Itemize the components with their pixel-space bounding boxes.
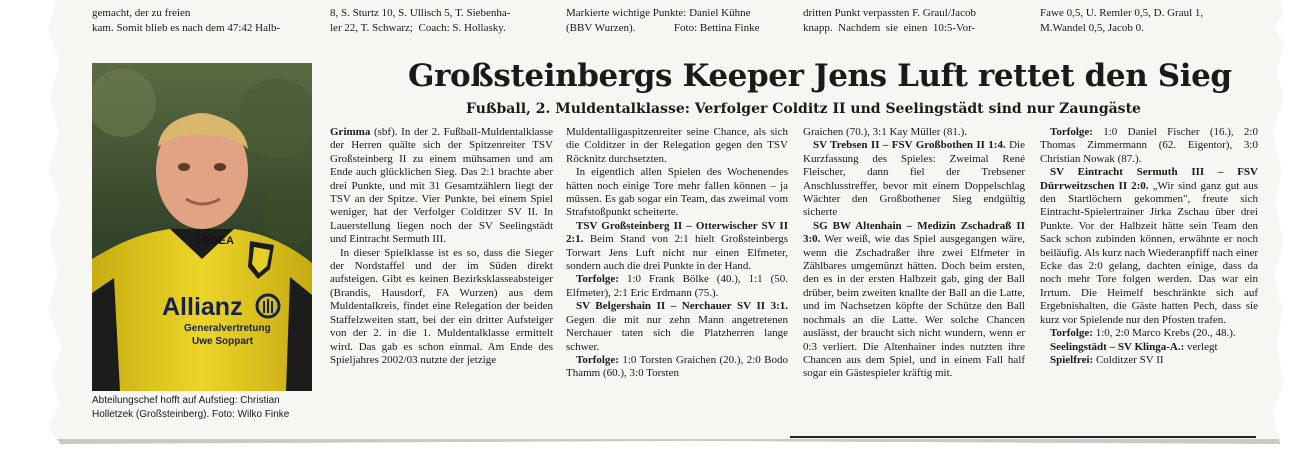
jersey-line1-text: Generalvertretung [184,323,271,334]
player-photo [92,63,312,391]
paragraph: Grimma (sbf). In der 2. Fußball-Muldentalklasse der Herren quälte sich der Spitzenreiter TSV Großsteinberg II zu einem mühsamen und am Ende auch glücklichen Sieg. Das 2:1 brachte aber drei Punkte, und mit 31 Gesamtzählern liegt der TSV an der Spitze. Vier Punkte, bei einem Spiel weniger, hat der Verfolger Colditzer SV II. In Lauerstellung liegen noch der SV Seelingstädt und Eintracht Sermuth III. [330,126,553,246]
column-rule [790,436,1256,438]
paragraph: In eigentlich allen Spielen des Wochenendes hätten noch einige Tore mehr fallen können – ja müssen. Es gab sogar ein Team, das zweimal vom Strafstoßpunkt scheiterte. [566,166,788,219]
player-portrait-illustration [92,63,312,391]
top-fragment-col3: Markierte wichtige Punkte: Daniel Kühne (BBV Wurzen). Foto: Bettina Finke [566,7,760,34]
article-headline: Großsteinbergs Keeper Jens Luft rettet den Sieg [408,58,1232,94]
paragraph: Muldentalligaspitzenreiter seine Chance, als sich die Colditzer in der Relegation gegen den TSV Röcknitz durchsetzten. [566,126,788,165]
match-report: Spielfrei: Colditzer SV II [1050,353,1164,366]
article-subheadline: Fußball, 2. Muldentalklasse: Verfolger Colditz II und Seelingstädt sind nur Zaungäste [466,101,1141,117]
match-report: TSV Großsteinberg II – Otterwischer SV II 2:1. Beim Stand von 2:1 hielt Großsteinbergs Torwart Jens Luft nicht nur einen Elfmeter, sondern auch die drei Punkte in der Hand. [566,219,788,273]
match-report: SV Eintracht Sermuth III – FSV Dürrweitzschen II 2:0. „Wir sind ganz gut aus den Startlöchern gekommen", freute sich Eintracht-Spielertrainer Jirka Zschau über drei Punkte. Vor der Halbzeit hätte sein Team den Sack schon zubinden können, erwähnte er noch beiläufig. Als kurz nach Wiederanpfiff nach einer Ecke das 2:0 gelang, dachten einige, dass da noch mehr Tore folgen werden. Das war ein Irrtum. Die Heimelf beschränkte sich auf Ergebnishalten, die Gäste hatten Pech, dass sie kurz vor Spielende nur den Pfosten trafen. [1040,166,1258,326]
top-fragment-col2: 8, S. Sturtz 10, S. Ullisch 5, T. Siebenha- ler 22, T. Schwarz; Coach: S. Hollasky. [330,7,511,34]
article-column-2 [566,126,788,381]
article-column-1 [330,126,553,367]
match-report: SV Trebsen II – FSV Großbothen II 1:4. Die Kurzfassung des Spieles: Zweimal René Fleischer, dann fiel der Trebsener Anschlusstreffer, bevor mit einem Doppelschlag Wächter den Großbothener Sieg endgültig sicherte [803,139,1025,219]
goal-sequence: Torfolge: 1:0 Frank Bölke (40.), 1:1 (50. Elfmeter), 2:1 Eric Erdmann (75.). [566,273,788,299]
top-fragment-col5: Fawe 0,5, U. Remler 0,5, D. Graul 1, M.Wandel 0,5, Jacob 0. [1040,7,1204,34]
jersey-sponsor-text: Allianz [162,293,243,321]
match-report: SG BW Altenhain – Medizin Zschadraß II 3:0. Wer weiß, wie das Spiel ausgegangen wäre, wenn die Zschadraßer ihre zwei Elfmeter in Zählbares umgemünzt hätten. Doch beim ersten, den es in der ersten Halbzeit gab, ging der Ball drüber, beim zweiten knallte der Ball an die Latte, und im Nachsetzen köpfte der Schütze den Ball nochmals an die Latte. Wer solche Chancen auslässt, der braucht sich nicht wundern, wenn er 0:3 verliert. Die Altenhainer indes nutzten ihre Chancen aus dem Spiel, und in einem Fall half sogar ein Gästespieler kräftig mit. [803,219,1025,380]
match-report: Seelingstädt – SV Klinga-A.: verlegt [1050,340,1218,353]
match-report: SV Belgershain II – Nerchauer SV II 3:1. Gegen die mit nur zehn Mann angetretenen Nerchauer taten sich die Platzherren lange schwer. [566,300,788,353]
dateline: Grimma [330,126,371,138]
article-column-3 [803,126,1025,381]
article-column-4 [1040,126,1258,367]
goal-sequence: Torfolge: 1:0 Torsten Graichen (20.), 2:0 Bodo Thamm (60.), 3:0 Torsten [566,353,788,380]
top-fragment-col4: dritten Punkt verpassten F. Graul/Jacob knapp. Nachdem sie einen 10:5-Vor- [803,7,976,34]
paragraph: Graichen (70.), 3:1 Kay Müller (81.). [803,126,968,138]
goal-sequence: Torfolge: 1:0 Daniel Fischer (16.), 2:0 Thomas Zimmermann (62. Eigentor), 3:0 Christian Nowak (87.). [1040,126,1258,165]
top-fragment-col1: gemacht, der zu freien kam. Somit blieb es nach dem 47:42 Halb- [92,7,281,34]
jersey-brand-text: LEGEA [196,235,234,247]
goal-sequence: Torfolge: 1:0, 2:0 Marco Krebs (20., 48.). [1050,327,1236,340]
paragraph: In dieser Spielklasse ist es so, dass die Sieger der Nordstaffel und der im Süden direkt aufsteigen. Gibt es keinen Bezirksklasseabsteiger (Brandis, Hausdorf, FA Wurzen) aus dem Muldentalkreis, findet eine Relegation der beiden Staffelzweiten statt, bei der ein dritter Aufsteiger von der 2. in die 1. Muldentalklasse ermittelt wird. Das gab es schon einmal. Am Ende des Spieljahres 2002/03 nutzte der jetzige [330,246,553,366]
jersey-line2-text: Uwe Soppart [192,336,254,347]
photo-caption: Abteilungschef hofft auf Aufstieg: Christian Holletzek (Großsteinberg). Foto: Wilko Finke [92,395,290,420]
